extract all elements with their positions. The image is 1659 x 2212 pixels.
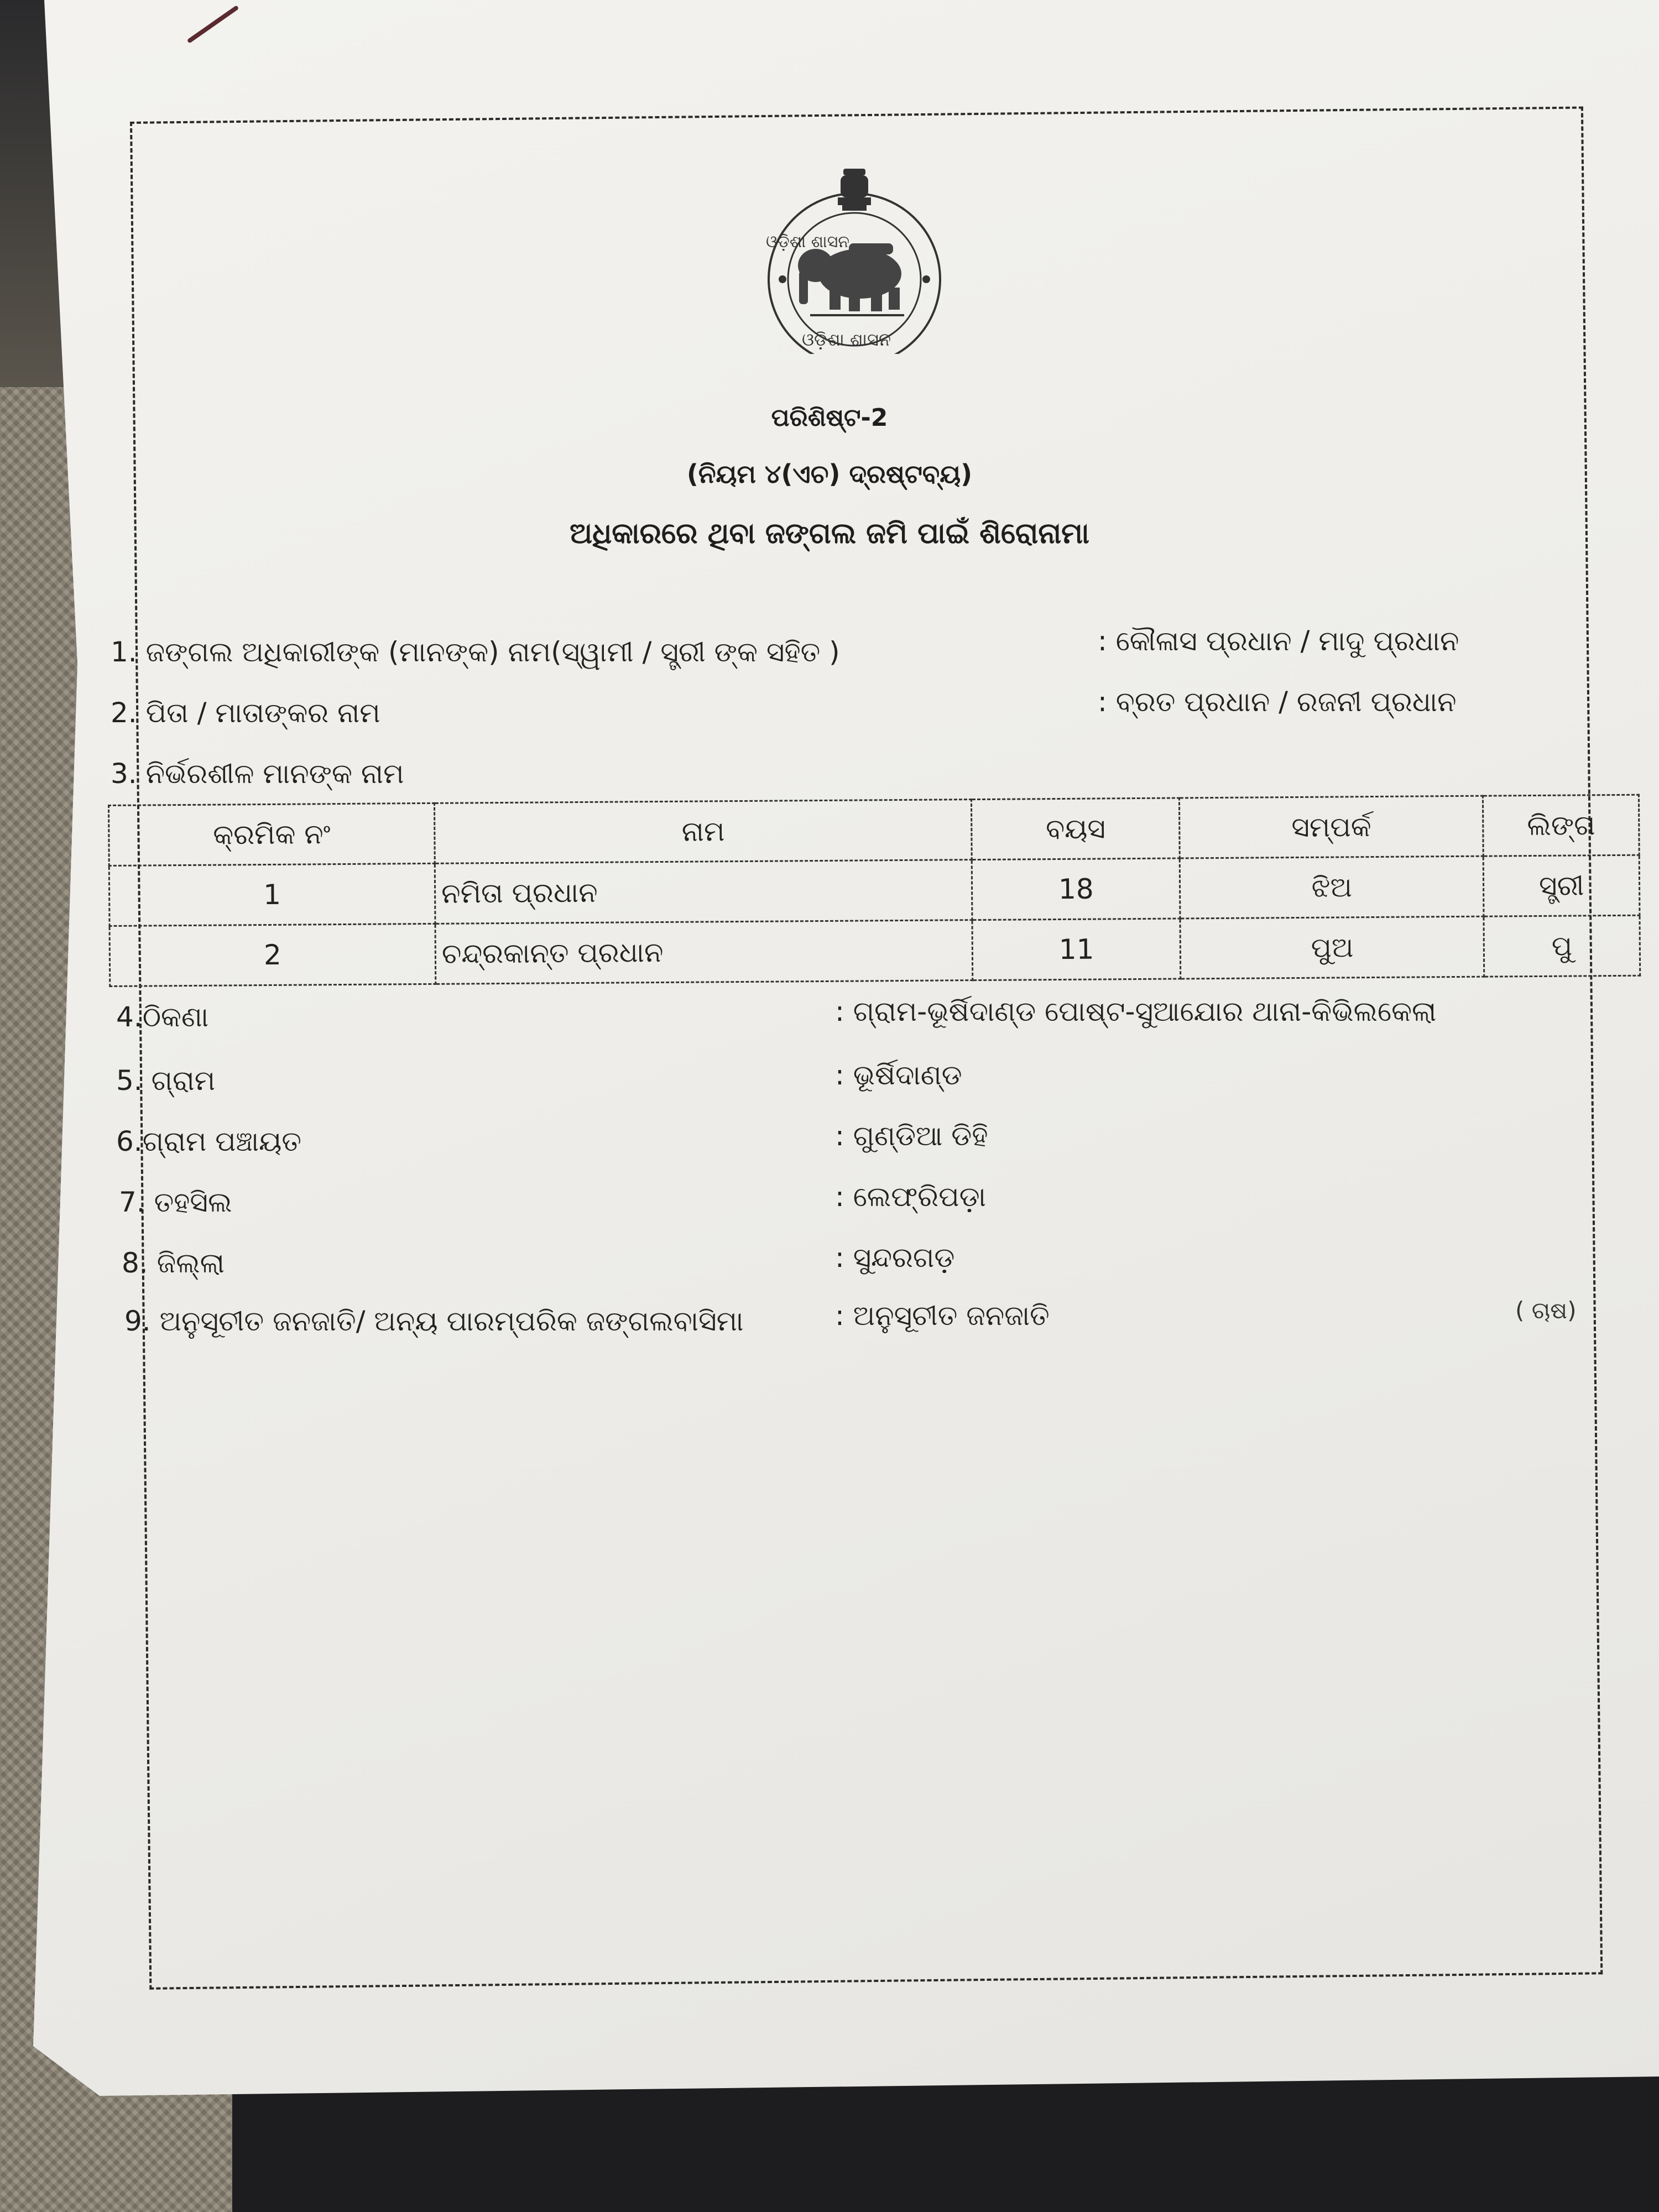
field-4-value: : ଗ୍ରାମ-ଭୂର୍ଷିଦାଣ୍ଡ ପୋଷ୍ଟ-ସୁଆଯୋର ଥାନା-କିଭିଲକେଲା <box>835 995 1437 1027</box>
table-header-row <box>109 795 1640 865</box>
field-2-label: 2. ପିତା / ମାତାଙ୍କର ନାମ <box>111 697 380 729</box>
field-4-label: 4.ଠିକଣା <box>116 1001 209 1033</box>
rule-heading: (ନିୟମ ୪(ଏଚ) ଦ୍ରଷ୍ଟବ୍ୟ) <box>686 459 973 489</box>
col-header-serial: କ୍ରମିକ ନଂ <box>109 803 435 865</box>
field-5-value: : ଭୂର୍ଷିଦାଣ୍ଡ <box>835 1059 962 1091</box>
col-header-age: ବୟସ <box>972 798 1180 860</box>
table-row <box>109 855 1640 926</box>
cell-age: 11 <box>972 919 1180 980</box>
field-8-label: 8. ଜିଲ୍ଲା <box>122 1247 225 1279</box>
field-7-label: 7. ତହସିଲ <box>119 1186 232 1218</box>
field-8-value: : ସୁନ୍ଦରଗଡ଼ <box>835 1241 955 1274</box>
field-7-value: : ଲେଫ୍ରିପଡ଼ା <box>835 1181 987 1213</box>
dependents-table <box>108 794 1641 987</box>
cell-serial: 2 <box>109 924 436 986</box>
cell-gender: ପୁ <box>1484 915 1640 977</box>
seal-top-text: ଓଡ଼ିଶା ଶାସନ <box>766 232 849 252</box>
field-5-label: 5. ଗ୍ରାମ <box>116 1065 216 1097</box>
cell-relation: ପୁଅ <box>1180 916 1484 979</box>
field-2-value: : ବ୍ରତ ପ୍ରଧାନ / ରଜନୀ ପ୍ରଧାନ <box>1098 686 1457 718</box>
field-6-label: 6.ଗ୍ରାମ ପଞ୍ଚାୟତ <box>116 1125 301 1157</box>
field-3-label: 3. ନିର୍ଭରଶୀଳ ମାନଙ୍କ ନାମ <box>111 758 404 790</box>
handwritten-note: ( ଚାଷ) <box>1515 1297 1577 1324</box>
field-9-value: : ଅନୁସୂଚୀତ ଜନଜାତି <box>835 1300 1050 1332</box>
cell-name: ଚନ୍ଦ୍ରକାନ୍ତ ପ୍ରଧାନ <box>435 920 973 984</box>
field-9-label: 9. ଅନୁସୂଚୀତ ଜନଜାତି/ ଅନ୍ୟ ପାରମ୍ପରିକ ଜଙ୍ଗଲବାସିମା <box>124 1305 744 1337</box>
cell-relation: ଝିଅ <box>1180 856 1484 919</box>
cell-serial: 1 <box>109 863 435 926</box>
cell-name: ନମିତା ପ୍ରଧାନ <box>435 860 972 924</box>
cell-gender: ସ୍ତ୍ରୀ <box>1484 855 1640 916</box>
appendix-heading: ପରିଶିଷ୍ଟ-2 <box>771 404 888 432</box>
document-border <box>130 106 1603 1989</box>
col-header-name: ନାମ <box>435 800 972 864</box>
seal-bottom-text: ଓଡ଼ିଶା ଶାସନ <box>802 329 891 350</box>
col-header-gender: ଲିଙ୍ଗ <box>1483 795 1639 856</box>
staple-pin <box>187 5 239 44</box>
odisha-government-seal <box>760 166 948 354</box>
col-header-relation: ସମ୍ପର୍କ <box>1179 796 1483 858</box>
cell-age: 18 <box>972 858 1180 920</box>
field-1-label: 1. ଜଙ୍ଗଲ ଅଧିକାରୀଙ୍କ (ମାନଙ୍କ) ନାମ(ସ୍ୱାମୀ / ସ୍ତ୍ରୀ ଙ୍କ ସହିତ ) <box>111 636 840 668</box>
field-6-value: : ଗୁଣ୍ଡିଆ ଡିହି <box>835 1120 988 1152</box>
document-title: ଅଧିକାରରେ ଥିବା ଜଙ୍ଗଲ ଜମି ପାଇଁ ଶିରୋନାମା <box>570 517 1089 550</box>
table-row <box>109 915 1640 986</box>
field-1-value: : କୌଳାସ ପ୍ରଧାନ / ମାଦୁ ପ୍ରଧାନ <box>1098 625 1459 657</box>
